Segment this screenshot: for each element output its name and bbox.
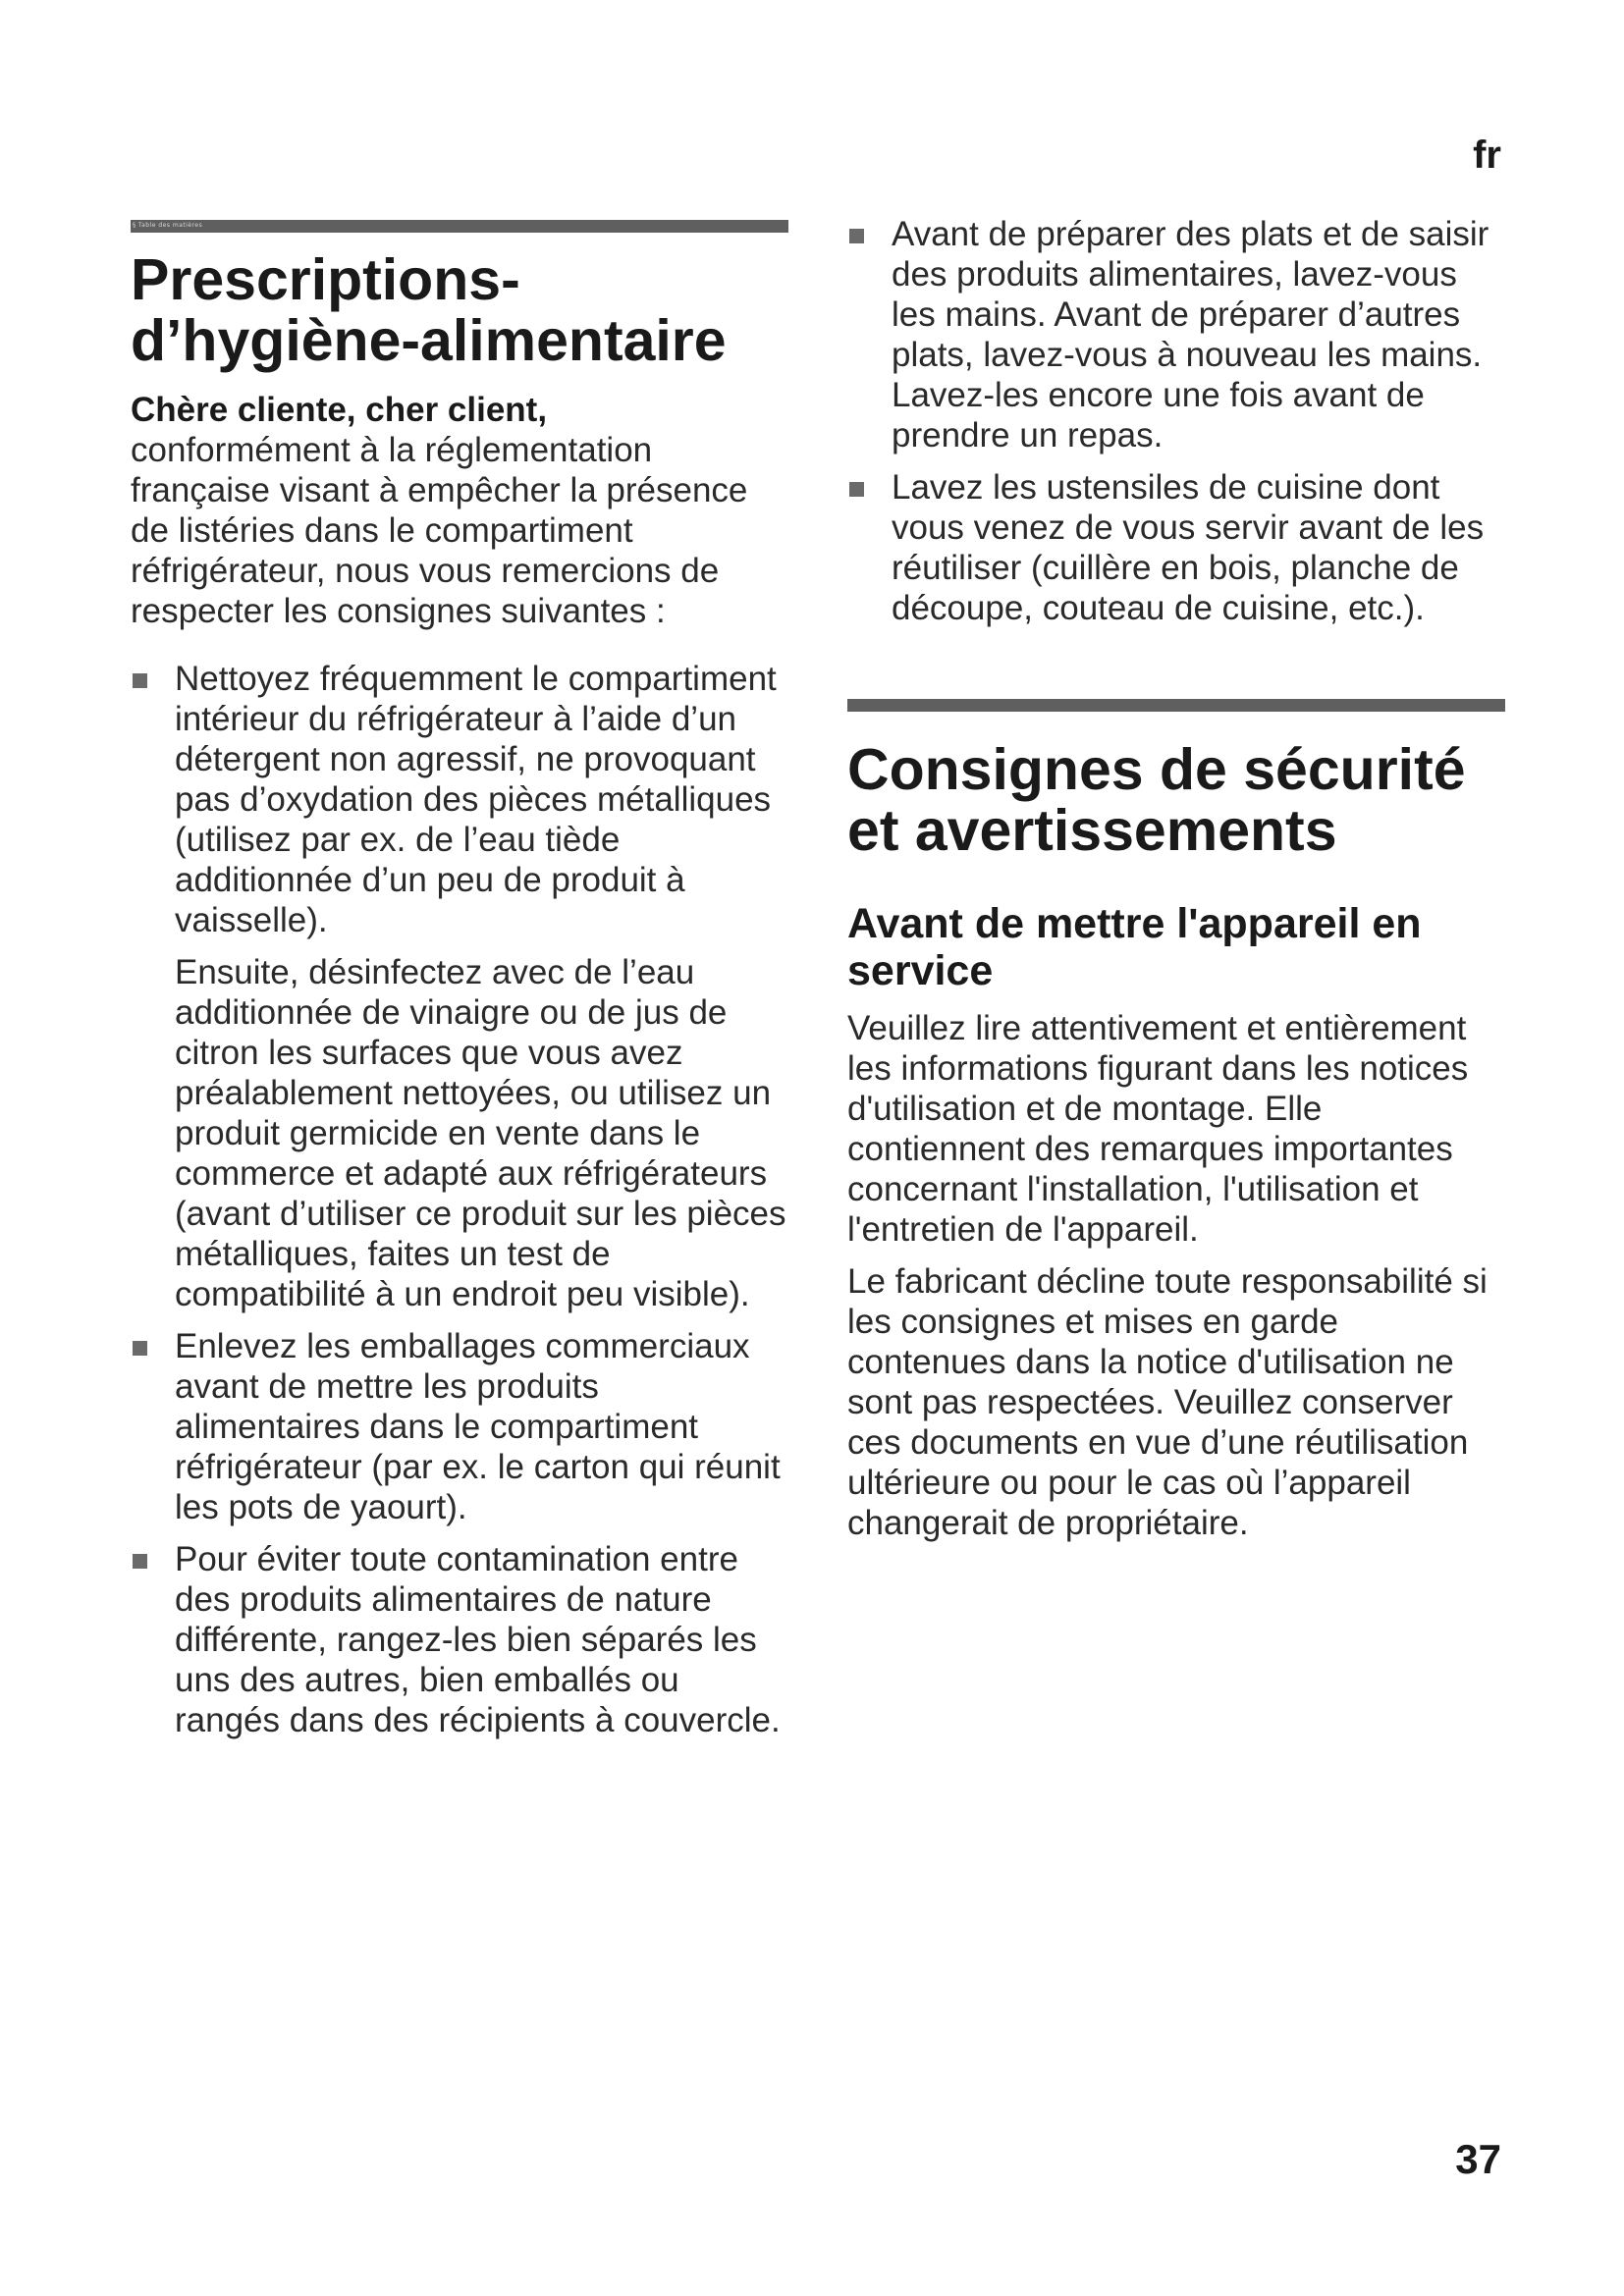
left-column xyxy=(131,0,788,1740)
list-item xyxy=(131,1539,788,1740)
item-followup: Ensuite, désinfectez avec de l’eau additionnée de vinaigre ou de jus de citron les surfaces que vous avez préalablement nettoyées, ou utilisez un produit germicide en vente dans le commerce et adapté aux réfrigérateurs (avant d’utiliser ce produit sur les pièces métalliques, faites un test de compatibilité à un endroit peu visible). xyxy=(175,953,786,1313)
page-number: 37 xyxy=(1455,2136,1501,2182)
square-bullet-icon xyxy=(133,1554,147,1569)
list-item-text: Pour éviter toute contamination entre des produits alimentaires de nature différente, rangez-les bien séparés les uns des autres, bien emballés ou rangés dans des récipients à couvercle. xyxy=(175,1540,781,1739)
square-bullet-icon xyxy=(849,482,864,497)
safety-title-line1: Consignes de sécurité xyxy=(847,737,1466,802)
safety-paragraph-2: Le fabricant décline toute responsabilité si les consignes et mises en garde contenues dans la notice d'utilisation ne sont pas respectées. Veuillez conserver ces documents en vue d’une réutilisation ultérieure ou pour le cas où l’appareil changerait de propriétaire. xyxy=(847,1262,1488,1542)
list-item xyxy=(131,659,788,940)
list-item xyxy=(847,214,1505,455)
section-rule xyxy=(131,220,788,233)
rule-tag: § Table des matières xyxy=(133,222,203,229)
square-bullet-icon xyxy=(133,673,147,688)
language-tag: fr xyxy=(1473,133,1501,177)
hygiene-title xyxy=(131,249,788,371)
safety-subtitle: Avant de mettre l'appareil en service xyxy=(847,900,1422,994)
square-bullet-icon xyxy=(133,1341,147,1356)
list-item-text: Nettoyez fréquemment le compartiment intérieur du réfrigérateur à l’aide d’un détergent non agressif, ne provoquant pas d’oxydation des pièces métalliques (utilisez par ex. de l’eau tiède additionnée d’un peu de produit à vaisselle). xyxy=(175,660,777,939)
list-item-text: Lavez les ustensiles de cuisine dont vous venez de vous servir avant de les réutiliser (cuillère en bois, planche de découpe, couteau de cuisine, etc.). xyxy=(892,468,1485,627)
hygiene-list-cont xyxy=(131,1326,788,1740)
right-column xyxy=(847,0,1505,1543)
list-item-text: Enlevez les emballages commerciaux avant de mettre les produits alimentaires dans le compartiment réfrigérateur (par ex. le carton qui réunit les pots de yaourt). xyxy=(175,1327,781,1526)
list-item xyxy=(847,467,1505,628)
list-item xyxy=(131,1326,788,1527)
safety-title xyxy=(847,739,1505,861)
section-rule xyxy=(847,699,1505,712)
hygiene-list-right xyxy=(847,214,1505,628)
safety-paragraph-1: Veuillez lire attentivement et entièrement les informations figurant dans les notices d'utilisation et de montage. Elle contiennent des remarques importantes concernant l'installation, l'utilisation et l'entretien de l'appareil. xyxy=(847,1009,1469,1249)
hygiene-list xyxy=(131,659,788,940)
greeting: Chère cliente, cher client, xyxy=(131,391,548,429)
square-bullet-icon xyxy=(849,229,864,243)
intro-paragraph: conformément à la réglementation française visant à empêcher la présence de listéries dans le compartiment réfrigérateur, nous vous remercions de respecter les consignes suivantes : xyxy=(131,431,748,630)
list-item-text: Avant de préparer des plats et de saisir des produits alimentaires, lavez-vous les mains. Avant de préparer d’autres plats, lavez-vous à nouveau les mains. Lavez-les encore une fois avant de prendre un repas. xyxy=(892,215,1489,454)
hygiene-title-line2: d’hygiène-alimentaire xyxy=(131,308,727,373)
safety-title-line2: et avertissements xyxy=(847,798,1337,863)
hygiene-title-line1: Prescriptions- xyxy=(131,247,520,312)
